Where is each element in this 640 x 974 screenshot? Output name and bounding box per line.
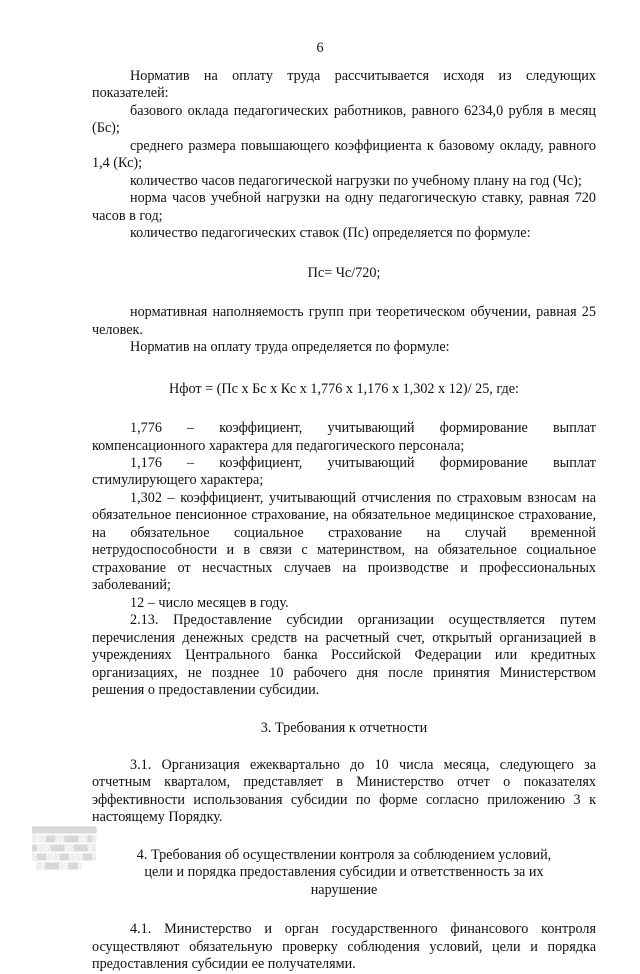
formula-ps: Пс= Чс/720; xyxy=(307,264,381,281)
formula-nfot: Нфот = (Пс х Бс х Кс х 1,776 х 1,176 х 1,302 х 12)/ 25, где: xyxy=(169,380,519,397)
paragraph: 1,176 – коэффициент, учитывающий формирование выплат стимулирующего характера; xyxy=(92,454,596,489)
paragraph: 4.1. Министерство и орган государственного финансового контроля осуществляют обязательную проверку соблюдения условий, цели и порядка предоставления субсидии ее получателями. xyxy=(92,921,596,973)
paragraph: 1,302 – коэффициент, учитывающий отчисления по страховым взносам на обязательное пенсионное страхование, на обязательное медицинское страхование, на обязательное социальное страхование на случай временной нетрудоспособности и в связи с материнством, на обязательное социальное страхование от несчастных случаев на производстве и профессиональных заболеваний; xyxy=(92,489,596,594)
paragraph: количество часов педагогической нагрузки по учебному плану на год (Чс); xyxy=(130,172,582,189)
paragraph: 3.1. Организация ежеквартально до 10 числа месяца, следующего за отчетным кварталом, представляет в Министерство отчет о показателях эффективности использования субсидии по форме согласно приложению 3 к настоящему Порядку. xyxy=(92,757,596,826)
section-4-heading: 4. Требования об осуществлении контроля за соблюдением условий, цели и порядка предоставления субсидии и ответственность за их нарушение xyxy=(136,846,552,898)
paragraph: базового оклада педагогических работников, равного 6234,0 рубля в месяц (Бс); xyxy=(92,102,596,137)
paragraph: норма часов учебной нагрузки на одну педагогическую ставку, равная 720 часов в год; xyxy=(92,190,596,224)
section-3-heading: 3. Требования к отчетности xyxy=(260,719,428,736)
paragraph: 1,776 – коэффициент, учитывающий формирование выплат компенсационного характера для педагогического персонала; xyxy=(92,420,596,454)
page-number: 6 xyxy=(316,40,324,56)
paragraph: нормативная наполняемость групп при теоретическом обучении, равная 25 человек. xyxy=(92,304,596,338)
paragraph: 2.13. Предоставление субсидии организации осуществляется путем перечисления денежных средств на расчетный счет, открытый организацией в учреждениях Центрального банка Российской Федерации или кредитных организациях, не позднее 10 рабочего дня после принятия Министерством решения о предоставлении субсидии. xyxy=(92,612,596,699)
paragraph: количество педагогических ставок (Пс) определяется по формуле: xyxy=(130,225,531,242)
document-body xyxy=(92,68,596,974)
paragraph: среднего размера повышающего коэффициента к базовому окладу, равного 1,4 (Кс); xyxy=(92,137,596,172)
paragraph: 12 – число месяцев в году. xyxy=(130,594,289,611)
paragraph: Норматив на оплату труда определяется по формуле: xyxy=(130,339,450,356)
faded-stamp-image: ▒▒▒▒▒▒▒▒▒▒▒▒▒▒ ░░░▒▒░░▒▒▒░░▒░ ▒░░░▒▒▒░░▒▒▒░░ ░▒▒░░░▒▒░░░▒▒░ ░░▒▒▒░░▒▒░ xyxy=(32,827,97,870)
paragraph: Норматив на оплату труда рассчитывается исходя из следующих показателей: xyxy=(92,68,596,102)
